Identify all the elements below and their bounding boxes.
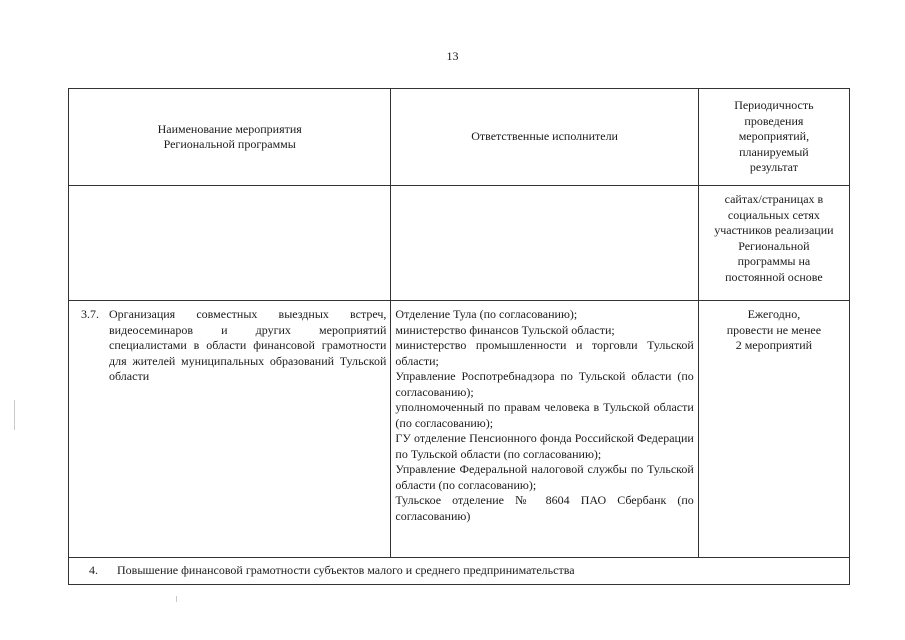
page-number: 13: [446, 49, 459, 63]
table-row: [69, 186, 850, 301]
row-3-7-executors-cell: [391, 301, 698, 558]
periodicity-text: Ежегодно, провести не менее 2 мероприятий: [726, 307, 822, 352]
continuation-cell-executors: [391, 186, 698, 301]
table-row: [69, 558, 850, 585]
executor-item: министерство промышленности и торговли Тульской области;: [395, 338, 694, 368]
section-title: Повышение финансовой грамотности субъектов малого и среднего предпринимательства: [117, 563, 575, 578]
row-number: 3.7.: [81, 307, 99, 321]
executor-item: Управление Роспотребнадзора по Тульской области (по согласованию);: [395, 369, 694, 399]
executor-item: Тульское отделение № 8604 ПАО Сбербанк (по согласованию): [395, 493, 694, 523]
executor-item: ГУ отделение Пенсионного фонда Российской Федерации по Тульской области (по согласованию);: [395, 431, 694, 461]
program-table: [68, 88, 850, 585]
executor-item: уполномоченный по правам человека в Тульской области (по согласованию);: [395, 400, 694, 430]
section-4-cell: [69, 558, 850, 585]
table-header-row: [69, 89, 850, 186]
header-event-name: Наименование мероприятия Региональной программы: [69, 89, 391, 186]
executor-item: министерство финансов Тульской области;: [395, 322, 615, 337]
row-3-7-name-cell: [69, 301, 391, 558]
header-periodicity: Периодичность проведения мероприятий, планируемый результат: [698, 89, 849, 186]
event-name: Организация совместных выездных встреч, видеосеминаров и других мероприятий специалистами в области финансовой грамотности для жителей муниципальных образований Тульской области: [109, 307, 387, 383]
row-3-7-periodicity-cell: [698, 301, 849, 558]
table-row: [69, 301, 850, 558]
scan-mark: [14, 400, 15, 430]
continuation-cell-periodicity: сайтах/страницах в социальных сетях участников реализации Региональной программы на постоянной основе: [698, 186, 849, 301]
scan-mark: [176, 596, 177, 602]
executor-item: Отделение Тула (по согласованию);: [395, 307, 578, 321]
executor-item: Управление Федеральной налоговой службы по Тульской области (по согласованию);: [395, 462, 694, 492]
header-executors: Ответственные исполнители: [391, 89, 698, 186]
row-number: 4.: [89, 563, 98, 578]
continuation-cell-name: [69, 186, 391, 301]
